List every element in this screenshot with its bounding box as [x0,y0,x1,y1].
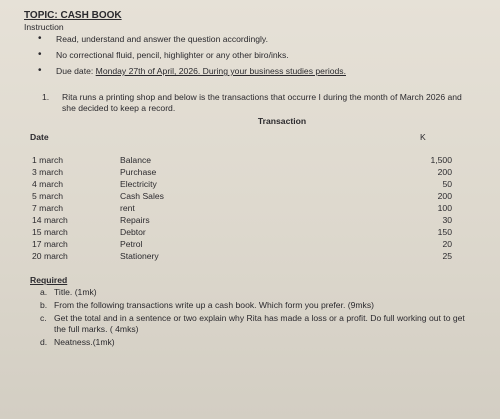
instruction-list [18,34,486,76]
due-date-value: Monday 27th of April, 2026. During your business studies periods. [95,66,346,76]
task-item [40,300,486,311]
transaction-amount: 50 [442,179,452,189]
task-letter: d. [40,337,48,347]
page-title: TOPIC: CASH BOOK [24,10,122,21]
transaction-item: Cash Sales [120,191,164,201]
transaction-date: 14 march [32,215,68,225]
task-text: Neatness.(1mk) [54,337,115,347]
transaction-amount: 100 [437,203,452,213]
task-text: Get the total and in a sentence or two explain why Rita has made a loss or a profit. Do full working out to get the full marks. ( 4mks) [54,313,465,334]
transaction-item: Stationery [120,251,159,261]
task-list [40,287,486,348]
question [42,92,486,114]
transaction-date: 4 march [32,179,64,189]
instruction-item [38,50,486,60]
table-row [32,214,452,226]
task-item [40,337,486,348]
table-row [32,154,452,166]
transaction-item: Petrol [120,239,143,249]
task-item [40,313,486,335]
transaction-amount: 200 [437,167,452,177]
transaction-amount: 150 [437,227,452,237]
table-row [32,202,452,214]
transaction-date: 17 march [32,239,68,249]
transaction-date: 7 march [32,203,64,213]
question-text: Rita runs a printing shop and below is the transactions that occurre I during the month of March 2026 and she decided to keep a record. [62,92,462,113]
transaction-heading: Transaction [257,116,307,126]
instruction-item [38,34,486,44]
transaction-item: Electricity [120,179,157,189]
transactions-table [32,154,452,262]
table-header [30,132,486,142]
transaction-date: 5 march [32,191,64,201]
table-row [32,226,452,238]
task-text: Title. (1mk) [54,287,97,297]
instruction-text: No correctional fluid, pencil, highlighter or any other biro/inks. [56,50,289,60]
transaction-item: Balance [120,155,152,165]
date-column-header: Date [30,132,49,142]
task-letter: a. [40,287,48,297]
transaction-date: 3 march [32,167,64,177]
question-number: 1. [42,92,50,102]
transaction-item: rent [120,203,135,213]
table-row [32,250,452,262]
transaction-item: Repairs [120,215,150,225]
table-row [32,178,452,190]
task-item [40,287,486,298]
instruction-text: Read, understand and answer the question accordingly. [56,34,268,44]
task-text: From the following transactions write up a cash book. Which form you prefer. (9mks) [54,300,375,310]
bullet-icon: • [38,49,42,60]
instruction-item [38,66,486,76]
transaction-amount: 1,500 [430,155,452,165]
table-row [32,190,452,202]
transaction-date: 1 march [32,155,64,165]
transaction-amount: 25 [442,251,452,261]
transaction-amount: 20 [442,239,452,249]
required-heading: Required [30,275,68,285]
amount-column-header: K [420,132,426,142]
table-row [32,166,452,178]
transaction-date: 15 march [32,227,68,237]
bullet-icon: • [38,33,42,44]
task-letter: b. [40,300,48,310]
transaction-amount: 200 [437,191,452,201]
bullet-icon: • [38,65,42,76]
due-date-label: Due date: [56,66,96,76]
task-letter: c. [40,313,47,323]
transaction-item: Purchase [120,167,157,177]
transaction-amount: 30 [442,215,452,225]
table-row [32,238,452,250]
transaction-date: 20 march [32,251,68,261]
transaction-item: Debtor [120,227,146,237]
instruction-heading: Instruction [24,22,64,32]
